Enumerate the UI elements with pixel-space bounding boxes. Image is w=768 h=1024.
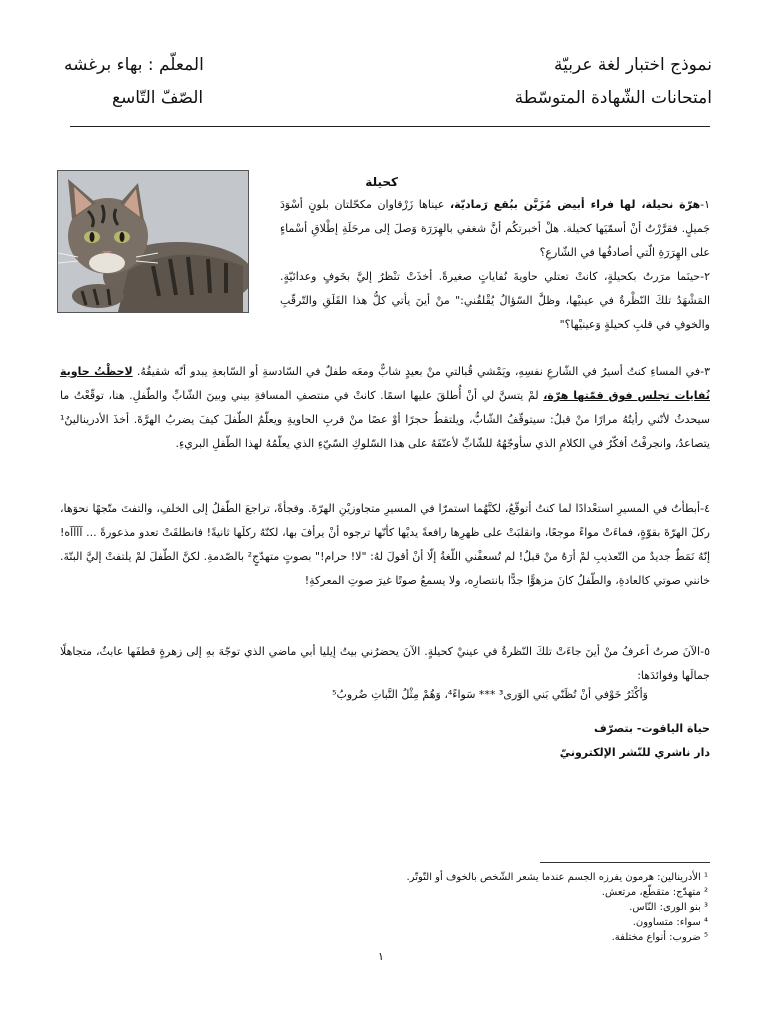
footnote-4: ⁴ سواء: متساوون. [632,917,708,928]
article-title: كحيلة [365,175,398,189]
paragraph-5: ٥-الآنَ صرتُ أعرفُ منْ أينَ جاءَتْ تلكَ النّظرةُ في عينيْ كحيلةٍ. الآنَ يحضرُني بيتُ إيليا أبي ماضي الذي توجّهَ بهِ إلى زهرةٍ قطفَها عابثٌ، متجاهلًا جمالَها وفوائدَها: [60,645,710,682]
paragraph-4: ٤-أبطأتُ في المسيرِ استعْدادًا لما كنتُ أتوقّعُ، لكنَّهُما استمرّا في المسيرِ متجاوزيْنِ الهرّةَ. وفجأةً، تراجعَ الطّفلُ إلى الخلفِ، والتفتَ متّجهًا نحوَها، ركلَ الهرّةَ بقوّةٍ، فماءَتْ مواءً موجعًا، وانقلبَتْ على ظهرِها رافعةً يديْها كأنّها ترجوه أنْ يرأفَ بها، لكنّهُ ركلَها ثانيةً! فانطلقَتْ تعدو مذعورةً ... آآآآه! إنّهُ نَمَطٌ جديدٌ من التّعذيبِ لمْ أرَهُ منْ قبلُ! لم تُسعفْني اللّغةُ إلّا أنْ أقولَ لهُ: "لا! حرام!" بصوتٍ متهدّجٍ² بالصّدمةِ. لكنَّ الطّفلَ لمْ يلتفتْ إليَّ البتّةَ. خانني صوتي كالعادةِ، والطّفلُ كانَ مزهوًّا جدًّا بانتصارِه، ولا يسمعُ صوتًا غيرَ صوتِ المعركةِ! [60,502,711,587]
footnote-divider [540,862,710,863]
exam-title: نموذج اختبار لغة عربيّة [554,55,712,75]
paragraph-1-text: عيناها زَرْقاوان مكحّلتان بلونٍ أسْوَدَ جَميلٍ. فقرَّرْتُ أنْ أسمّيَها كحيلة. هلْ أخبرتكُم أنَّ شغفي بالهِرَرَة وَصلَ إلى مرحَلَةِ إطْلاقِ أسْماءٍ على الهِرَرَةِ الّتي أصادفُها في الشّارعِ؟ [280,198,710,259]
cat-photo [57,170,249,313]
footnote-2: ² متهدّج: متقطّع، مرتعش. [601,887,708,898]
paragraph-3 [60,360,710,456]
grade-label: الصّفّ التّاسع [112,88,204,108]
source-author: حياة الياقوت- بتصرّف [593,722,710,735]
footnote-5: ⁵ ضروب: أنواع مختلفة. [611,932,708,943]
cat-illustration [58,171,248,312]
paragraph-3-text-c: لمْ يتسنَّ لي أنْ أُطلقَ عليها اسمًا. كانتْ في منتصفِ المسافةِ بيني وبينَ الشّابِّ والطّفلِ. هنا، توقّعْتُ ما سيحدثُ لأنّني رأيتُهُ مرارًا منْ قبلُ: سيتوقّفُ الشّابُّ، ويلتقطُ حجرًا أوْ عصًا منْ قربِ الحاويةِ ويعلّمُ الطّفلَ كيفَ يضربُ الهرَّةَ. أخذَ الأدرينالينُ¹ يتصاعدُ، وانجرفْتُ أفكّرُ في الكلامِ الذي سأوجّهُهُ للشّابِّ لأعنّفَهُ على هذا السّلوكِ السّيّءِ الذي يعلّمُهُ لهذا الطّفلِ البريءِ. [60,389,710,450]
paragraph-3-text-a: ٣-في المساءِ كنتُ أسيرُ في الشّارعِ نفسِهِ، ويَمْشي قُبالتي منْ بعيدٍ شابٌّ ومعَه طفلٌ في السّادسةِ أو السّابعةِ يبدو أنّه شقيقُهُ. [132,365,710,378]
page-number: ١ [378,950,384,963]
footnote-1: ¹ الأدرينالين: هرمون يفرزه الجسم عندما يشعر الشّخص بالخوف أو التّوتّر. [406,872,708,883]
footnote-3: ³ بنو الورى: النّاس. [629,902,708,913]
paragraph-1 [280,193,710,337]
paragraph-2-text: ٢-حينَما مرَرتُ بكحيلةٍ، كانتْ تعتلي حاويةَ نُفاياتٍ صغيرةً. أخذَتْ تنْظرُ إليَّ بخَوفٍ وعدائيّةٍ. المَشْهَدُ تلكَ النّظْرةُ في عينيْها، وظلَّ السّؤالُ يُقْلقُني:" منْ أينَ يأتي كلُّ هذا القَلَقِ والتّرقّبِ والخوفِ في قلبِ كحيلةٍ وَعينيْها؟" [280,270,710,331]
paragraph-3-highlight: لاحظْتُ حاوية نُفايات تجلس فوق قمّتها هرّة، [60,365,710,402]
paragraph-1-number: ١- [700,198,710,211]
exam-subtitle: امتحانات الشّهادة المتوسّطة [514,88,712,108]
source-publisher: دار ناشري للنّشر الإلكترونيّ [559,746,710,759]
poem-verse: وَأكْثَرُ خَوْفي أنْ تُظَنّي بَني الوَرى³ *** سَواءً⁴، وَهُمْ مِثْلُ النَّباتِ ضُروبُ⁵ [332,688,648,701]
header-divider [70,126,710,127]
paragraph-1-bold: هرّة نحيلة، لها فراء أبيض مُزَيَّن ببُقع رَماديّة، [449,198,701,211]
footnotes [407,870,709,945]
teacher-name: المعلّم : بهاء برغشه [64,55,204,75]
